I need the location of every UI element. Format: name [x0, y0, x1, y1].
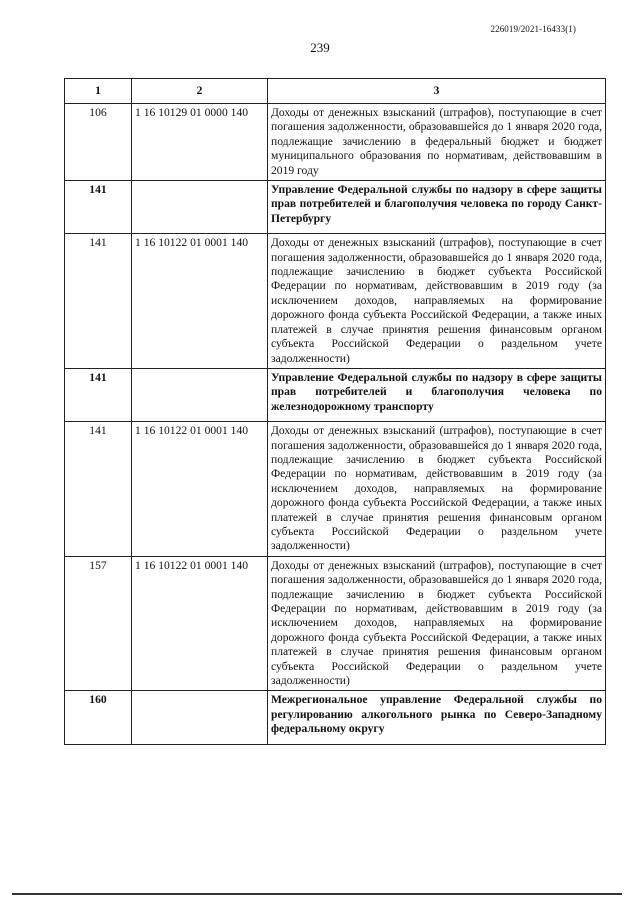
- table-row: [65, 104, 606, 181]
- kbk-code-cell: [132, 181, 268, 234]
- table-row-organization: [65, 691, 606, 744]
- organization-name-cell: Межрегиональное управление Федеральной службы по регулированию алкогольного рынка по Северо-Западному федеральному округу: [268, 691, 606, 744]
- kbk-code-cell: [132, 691, 268, 744]
- table-row: [65, 234, 606, 369]
- kbk-code-cell: 1 16 10122 01 0001 140: [132, 422, 268, 557]
- admin-code-cell: 141: [65, 181, 132, 234]
- admin-code-cell: 106: [65, 104, 132, 181]
- revenue-codes-table: [64, 78, 606, 745]
- kbk-code-cell: 1 16 10122 01 0001 140: [132, 556, 268, 691]
- organization-name-cell: Управление Федеральной службы по надзору в сфере защиты прав потребителей и благополучия человека по городу Санкт-Петербургу: [268, 181, 606, 234]
- kbk-code-cell: 1 16 10122 01 0001 140: [132, 234, 268, 369]
- kbk-code-cell: [132, 368, 268, 421]
- description-cell: Доходы от денежных взысканий (штрафов), поступающие в счет погашения задолженности, образовавшейся до 1 января 2020 года, подлежащие зачислению в бюджет субъекта Российской Федерации по нормативам, действовавшим в 2019 году (за исключением доходов, направляемых на формирование дорожного фонда субъекта Российской Федерации, а также иных платежей в случае принятия решения финансовым органом субъекта Российской Федерации о раздельном учете задолженности): [268, 234, 606, 369]
- column-header-3: 3: [268, 79, 606, 104]
- description-cell: Доходы от денежных взысканий (штрафов), поступающие в счет погашения задолженности, образовавшейся до 1 января 2020 года, подлежащие зачислению в федеральный бюджет и бюджет муниципального образования по нормативам, действовавшим в 2019 году: [268, 104, 606, 181]
- table-row-organization: [65, 181, 606, 234]
- organization-name-cell: Управление Федеральной службы по надзору в сфере защиты прав потребителей и благополучия человека по железнодорожному транспорту: [268, 368, 606, 421]
- table-row: [65, 422, 606, 557]
- description-cell: Доходы от денежных взысканий (штрафов), поступающие в счет погашения задолженности, образовавшейся до 1 января 2020 года, подлежащие зачислению в бюджет субъекта Российской Федерации по нормативам, действовавшим в 2019 году (за исключением доходов, направляемых на формирование дорожного фонда субъекта Российской Федерации, а также иных платежей в случае принятия решения финансовым органом субъекта Российской Федерации о раздельном учете задолженности): [268, 556, 606, 691]
- kbk-code-cell: 1 16 10129 01 0000 140: [132, 104, 268, 181]
- admin-code-cell: 141: [65, 368, 132, 421]
- document-id: 226019/2021-16433(1): [490, 24, 576, 34]
- table-row: [65, 556, 606, 691]
- admin-code-cell: 141: [65, 234, 132, 369]
- table-row-organization: [65, 368, 606, 421]
- page-bottom-rule: [12, 893, 622, 895]
- admin-code-cell: 141: [65, 422, 132, 557]
- admin-code-cell: 157: [65, 556, 132, 691]
- table-header-row: [65, 79, 606, 104]
- page-number: 239: [310, 40, 330, 55]
- column-header-1: 1: [65, 79, 132, 104]
- admin-code-cell: 160: [65, 691, 132, 744]
- column-header-2: 2: [132, 79, 268, 104]
- description-cell: Доходы от денежных взысканий (штрафов), поступающие в счет погашения задолженности, образовавшейся до 1 января 2020 года, подлежащие зачислению в бюджет субъекта Российской Федерации по нормативам, действовавшим в 2019 году (за исключением доходов, направляемых на формирование дорожного фонда субъекта Российской Федерации, а также иных платежей в случае принятия решения финансовым органом субъекта Российской Федерации о раздельном учете задолженности): [268, 422, 606, 557]
